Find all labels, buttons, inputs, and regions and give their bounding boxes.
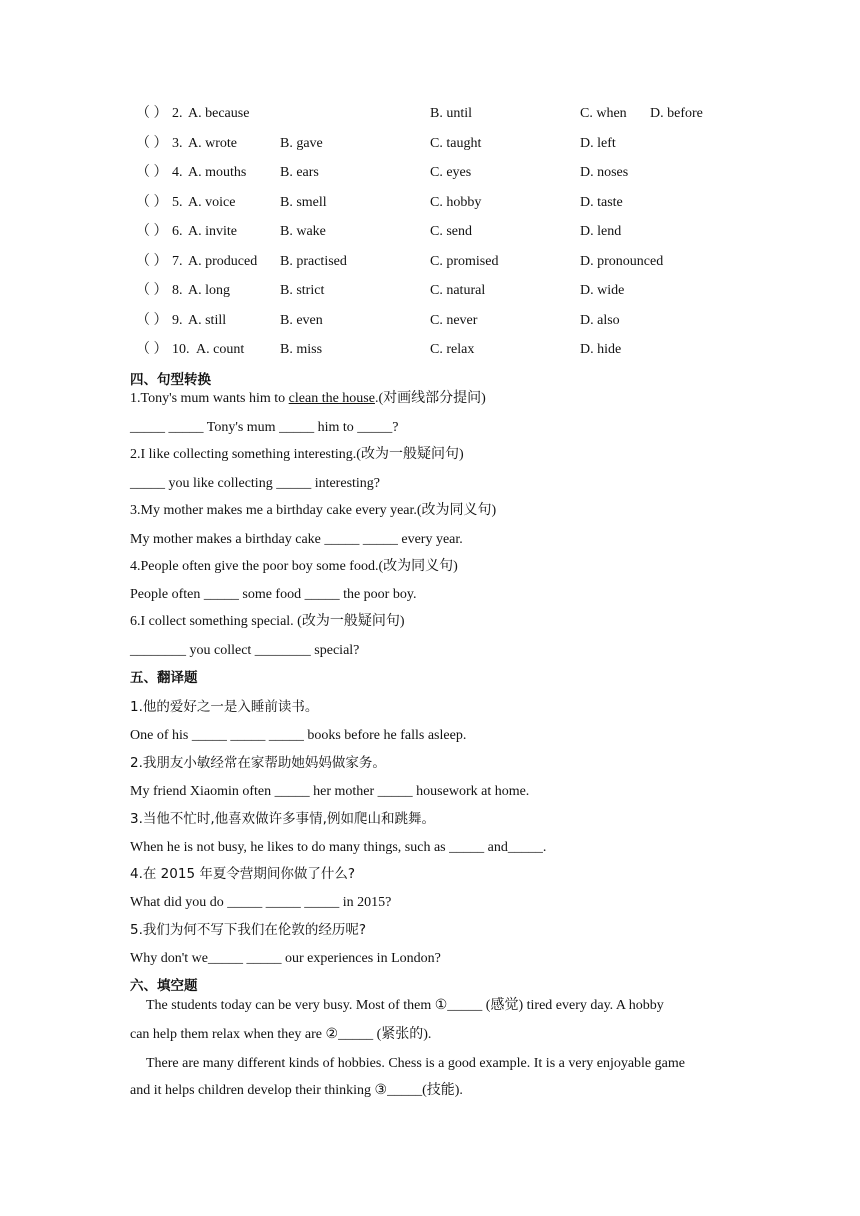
answer-blank: （ ） (136, 165, 168, 180)
option-c: C. send (430, 224, 472, 239)
section-5-title: 五、翻译题 (130, 670, 198, 686)
option-b: B. wake (280, 224, 326, 239)
answer-blank: （ ） (136, 224, 168, 239)
s4-question-6: 6.I collect something special. (改为一般疑问句) (130, 614, 405, 629)
answer-blank: （ ） (136, 283, 168, 298)
option-d: D. before (650, 106, 703, 121)
option-d: D. hide (580, 342, 622, 357)
answer-blank: （ ） (136, 254, 168, 269)
option-a: A. because (188, 106, 250, 121)
option-d: D. left (580, 136, 616, 151)
mc-question-row (136, 134, 776, 154)
option-b: B. smell (280, 195, 327, 210)
section-6-title: 六、填空题 (130, 978, 198, 994)
s5-answer-4: What did you do _____ _____ _____ in 2015? (130, 895, 392, 910)
section-4-title: 四、句型转换 (130, 372, 211, 388)
option-a: A. voice (188, 195, 236, 210)
question-number: 3. (172, 136, 183, 151)
option-c: C. relax (430, 342, 475, 357)
s5-answer-5: Why don't we_____ _____ our experiences in London? (130, 951, 441, 966)
option-d: D. taste (580, 195, 623, 210)
answer-blank: （ ） (136, 106, 168, 121)
s4-question-4: 4.People often give the poor boy some food.(改为同义句) (130, 559, 458, 574)
option-c: C. taught (430, 136, 482, 151)
s6-paragraph-1-line-1: The students today can be very busy. Most of them ①_____ (感觉) tired every day. A hobby (146, 998, 664, 1013)
option-b: B. miss (280, 342, 323, 357)
option-d: D. lend (580, 224, 622, 239)
option-a: A. still (188, 313, 227, 328)
s5-question-4: 4.在 2015 年夏令营期间你做了什么? (130, 866, 355, 882)
question-number: 9. (172, 313, 183, 328)
option-a: A. long (188, 283, 230, 298)
option-d: D. noses (580, 165, 629, 180)
option-b: B. until (430, 106, 473, 121)
option-d: D. pronounced (580, 254, 664, 269)
s6-paragraph-2-line-1: There are many different kinds of hobbies. Chess is a good example. It is a very enjoyable game (146, 1056, 685, 1071)
option-b: B. gave (280, 136, 323, 151)
question-number: 5. (172, 195, 183, 210)
s4-q1-text: 1.Tony's mum wants him to (130, 391, 289, 406)
mc-question-row (136, 222, 776, 242)
answer-blank: （ ） (136, 313, 168, 328)
option-d: D. wide (580, 283, 625, 298)
option-a: A. invite (188, 224, 237, 239)
s4-answer-2: _____ you like collecting _____ interesting? (130, 476, 381, 491)
s5-question-1: 1.他的爱好之一是入睡前读书。 (130, 699, 319, 715)
mc-question-row (136, 104, 776, 124)
option-a: A. count (196, 342, 245, 357)
s5-question-3: 3.当他不忙时,他喜欢做许多事情,例如爬山和跳舞。 (130, 811, 435, 827)
option-b: B. ears (280, 165, 319, 180)
option-c: C. eyes (430, 165, 472, 180)
s4-question-2: 2.I like collecting something interesting.(改为一般疑问句) (130, 447, 464, 462)
s4-q1-instruction: .(对画线部分提问) (374, 391, 486, 406)
option-c: C. promised (430, 254, 499, 269)
s5-answer-3: When he is not busy, he likes to do many things, such as _____ and_____. (130, 840, 547, 855)
question-number: 4. (172, 165, 183, 180)
s6-paragraph-1-line-2: can help them relax when they are ②_____ (紧张的). (130, 1027, 432, 1042)
question-number: 8. (172, 283, 183, 298)
option-c: C. when (580, 106, 627, 121)
mc-question-row (136, 163, 776, 183)
s5-answer-2: My friend Xiaomin often _____ her mother _____ housework at home. (130, 784, 530, 799)
s4-answer-4: People often _____ some food _____ the poor boy. (130, 587, 417, 602)
s5-question-5: 5.我们为何不写下我们在伦敦的经历呢? (130, 922, 367, 938)
answer-blank: （ ） (136, 195, 168, 210)
s6-paragraph-2-line-2: and it helps children develop their thinking ③_____(技能). (130, 1083, 463, 1098)
question-number: 2. (172, 106, 183, 121)
mc-question-row (136, 252, 776, 272)
question-number: 10. (172, 342, 190, 357)
s4-answer-3: My mother makes a birthday cake _____ _____ every year. (130, 532, 463, 547)
option-b: B. practised (280, 254, 347, 269)
mc-question-row (136, 281, 776, 301)
s4-q1-underlined: clean the house (288, 391, 375, 406)
s5-answer-1: One of his _____ _____ _____ books before he falls asleep. (130, 728, 467, 743)
mc-question-row (136, 340, 776, 360)
s4-answer-1: _____ _____ Tony's mum _____ him to _____? (130, 420, 399, 435)
option-c: C. natural (430, 283, 486, 298)
mc-question-row (136, 311, 776, 331)
s4-question-3: 3.My mother makes me a birthday cake every year.(改为同义句) (130, 503, 497, 518)
question-number: 6. (172, 224, 183, 239)
answer-blank: （ ） (136, 136, 168, 151)
s4-question-1 (130, 389, 750, 409)
option-a: A. wrote (188, 136, 237, 151)
option-c: C. hobby (430, 195, 482, 210)
option-b: B. even (280, 313, 323, 328)
option-a: A. produced (188, 254, 258, 269)
option-d: D. also (580, 313, 620, 328)
s4-answer-6: ________ you collect ________ special? (130, 643, 360, 658)
option-a: A. mouths (188, 165, 247, 180)
option-b: B. strict (280, 283, 325, 298)
option-c: C. never (430, 313, 478, 328)
question-number: 7. (172, 254, 183, 269)
mc-question-row (136, 193, 776, 213)
answer-blank: （ ） (136, 342, 168, 357)
s5-question-2: 2.我朋友小敏经常在家帮助她妈妈做家务。 (130, 755, 386, 771)
